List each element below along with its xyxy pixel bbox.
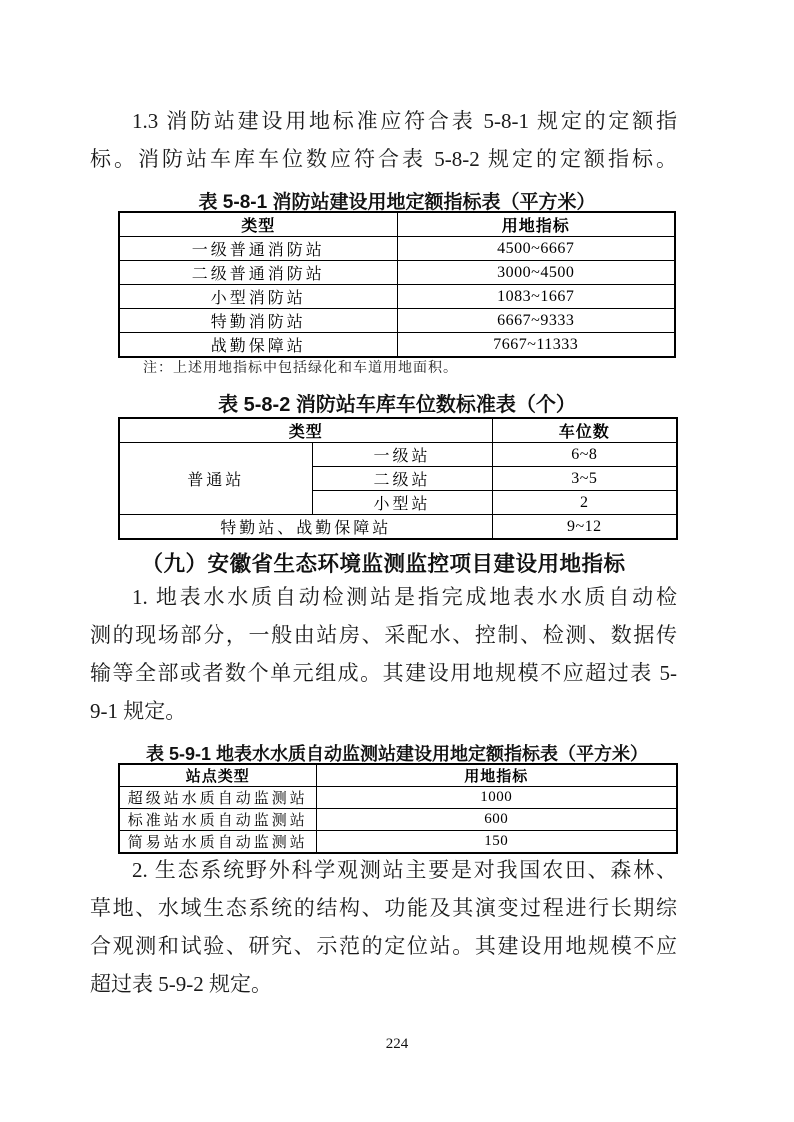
table-row	[119, 285, 675, 309]
cell-site-type: 标准站水质自动监测站	[119, 809, 316, 831]
para-eco-line-4: 超过表 5-9-2 规定。	[90, 972, 272, 996]
cell-parking-value: 2	[492, 491, 677, 515]
cell-quota-value: 3000~4500	[397, 261, 675, 285]
cell-quota-value: 1083~1667	[397, 285, 675, 309]
table-5-8-2-caption: 表 5-8-2 消防站车库车位数标准表（个）	[218, 394, 576, 416]
column-header-type: 类型	[119, 212, 397, 237]
column-header-land-quota: 用地指标	[316, 764, 677, 787]
column-header-type: 类型	[119, 418, 492, 443]
intro-paragraph	[90, 102, 677, 178]
table-row	[119, 831, 677, 854]
cell-parking-value: 6~8	[492, 443, 677, 467]
cell-quota-value: 150	[316, 831, 677, 854]
cell-special-duty-stations: 特勤站、战勤保障站	[119, 515, 492, 540]
para-eco-line-2: 草地、水域生态系统的结构、功能及其演变过程进行长期综	[90, 896, 677, 920]
column-header-land-quota: 用地指标	[397, 212, 675, 237]
table-note: 注：上述用地指标中包括绿化和车道用地面积。	[143, 361, 458, 376]
cell-station-class: 一级站	[312, 443, 492, 467]
cell-quota-value: 6667~9333	[397, 309, 675, 333]
cell-site-type: 简易站水质自动监测站	[119, 831, 316, 854]
cell-station-type: 一级普通消防站	[119, 237, 397, 261]
cell-parking-value: 9~12	[492, 515, 677, 540]
table-5-9-1	[118, 763, 678, 854]
table-row	[119, 787, 677, 809]
para-eco-line-3: 合观测和试验、研究、示范的定位站。其建设用地规模不应	[90, 934, 677, 958]
cell-site-type: 超级站水质自动监测站	[119, 787, 316, 809]
table-5-8-1	[118, 211, 676, 358]
para-water-line-3: 输等全部或者数个单元组成。其建设用地规模不应超过表 5-	[90, 661, 677, 685]
cell-group-ordinary-station: 普通站	[119, 443, 312, 515]
table-row	[119, 515, 677, 540]
table-row	[119, 443, 677, 467]
para-water-station	[90, 578, 677, 730]
cell-station-type: 二级普通消防站	[119, 261, 397, 285]
page-number: 224	[385, 1036, 409, 1052]
cell-station-type: 小型消防站	[119, 285, 397, 309]
cell-station-class: 二级站	[312, 467, 492, 491]
cell-station-type: 战勤保障站	[119, 333, 397, 358]
cell-quota-value: 1000	[316, 787, 677, 809]
table-5-8-2-header-row	[119, 418, 677, 443]
table-row	[119, 237, 675, 261]
para-water-line-1: 1. 地表水水质自动检测站是指完成地表水水质自动检	[132, 585, 677, 609]
cell-quota-value: 4500~6667	[397, 237, 675, 261]
table-row	[119, 261, 675, 285]
table-5-8-1-caption: 表 5-8-1 消防站建设用地定额指标表（平方米）	[198, 192, 596, 213]
para-eco-station	[90, 851, 677, 1003]
table-5-9-1-caption: 表 5-9-1 地表水水质自动监测站建设用地定额指标表（平方米）	[145, 744, 649, 764]
table-5-8-2	[118, 417, 678, 540]
cell-quota-value: 600	[316, 809, 677, 831]
table-row	[119, 333, 675, 358]
intro-line-1: 1.3 消防站建设用地标准应符合表 5-8-1 规定的定额指	[132, 109, 677, 133]
cell-station-type: 特勤消防站	[119, 309, 397, 333]
table-row	[119, 309, 675, 333]
table-row	[119, 809, 677, 831]
cell-quota-value: 7667~11333	[397, 333, 675, 358]
cell-parking-value: 3~5	[492, 467, 677, 491]
table-5-8-1-header-row	[119, 212, 675, 237]
table-5-9-1-header-row	[119, 764, 677, 787]
section-heading: （九）安徽省生态环境监测监控项目建设用地指标	[141, 552, 626, 576]
cell-station-class: 小型站	[312, 491, 492, 515]
para-water-line-2: 测的现场部分，一般由站房、采配水、控制、检测、数据传	[90, 623, 677, 647]
intro-line-2: 标。消防站车库车位数应符合表 5-8-2 规定的定额指标。	[90, 147, 677, 171]
column-header-site-type: 站点类型	[119, 764, 316, 787]
column-header-parking-count: 车位数	[492, 418, 677, 443]
para-water-line-4: 9-1 规定。	[90, 699, 187, 723]
para-eco-line-1: 2. 生态系统野外科学观测站主要是对我国农田、森林、	[132, 858, 677, 882]
